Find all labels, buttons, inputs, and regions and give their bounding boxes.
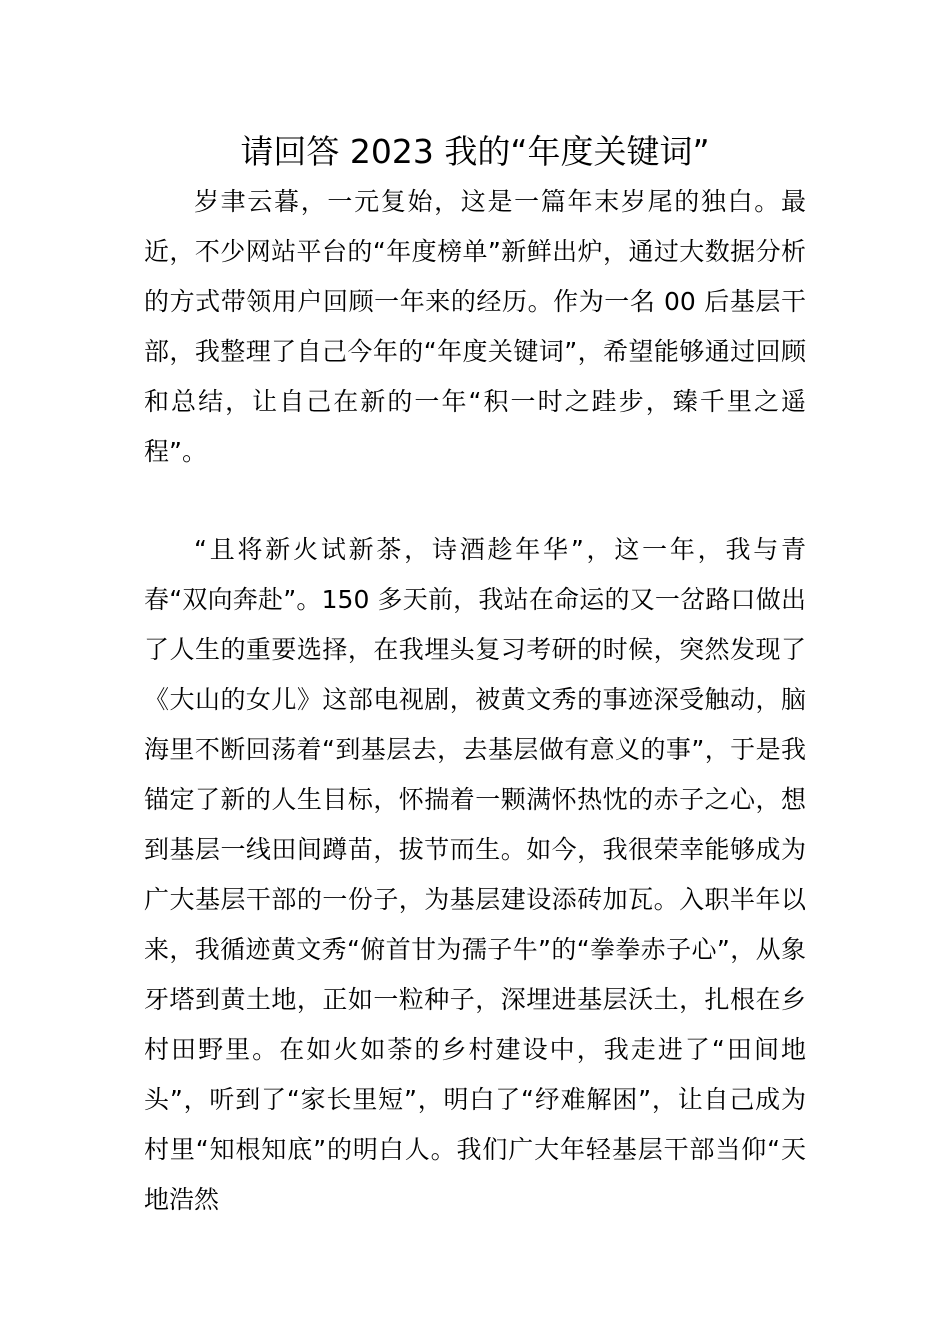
document-title: 请回答 2023 我的“年度关键词” [240,132,710,171]
paragraph-1: 岁聿云暮，一元复始，这是一篇年末岁尾的独白。最近，不少网站平台的“年度榜单”新鲜出炉，通过大数据分析的方式带领用户回顾一年来的经历。作为一名 00 后基层干部，我整理了自己今年的“年度关键词”，希望能够通过回顾和总结，让自己在新的一年“积一时之跬步，臻千里之遥程”。 [144,187,806,466]
paragraph-2: “且将新火试新茶，诗酒趁年华”，这一年，我与青春“双向奔赴”。150 多天前，我站在命运的又一岔路口做出了人生的重要选择，在我埋头复习考研的时候，突然发现了《大山的女儿》这部电视剧，被黄文秀的事迹深受触动，脑海里不断回荡着“到基层去，去基层做有意义的事”，于是我锚定了新的人生目标，怀揣着一颗满怀热忱的赤子之心，想到基层一线田间蹲苗，拔节而生。如今，我很荣幸能够成为广大基层干部的一份子，为基层建设添砖加瓦。入职半年以来，我循迹黄文秀“俯首甘为孺子牛”的“拳拳赤子心”，从象牙塔到黄土地，正如一粒种子，深埋进基层沃土，扎根在乡村田野里。在如火如荼的乡村建设中，我走进了“田间地头”，听到了“家长里短”，明白了“纾难解困”，让自己成为村里“知根知底”的明白人。我们广大年轻基层干部当仰“天地浩然 [144,535,806,1214]
